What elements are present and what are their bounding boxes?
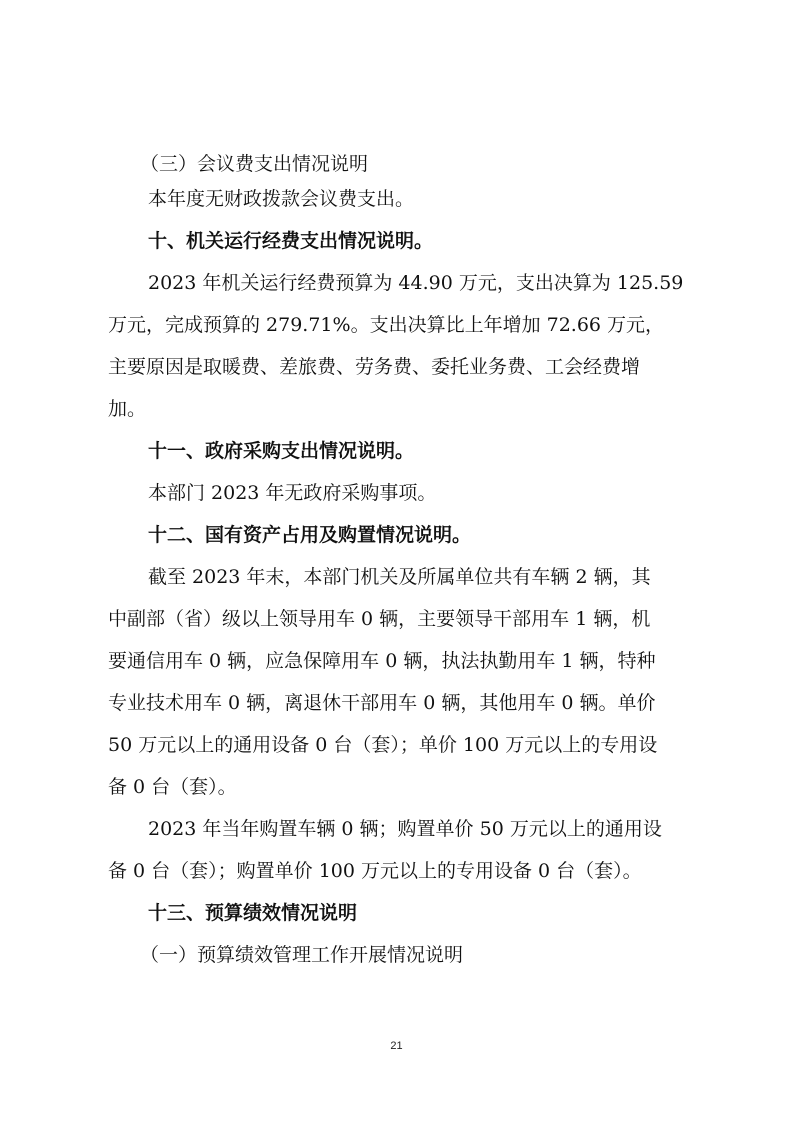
section-12-para1-line-1: 截至 2023 年末，本部门机关及所属单位共有车辆 2 辆，其 [148,566,651,588]
section-12-para1-line-2: 中副部（省）级以上领导用车 0 辆，主要领导干部用车 1 辆，机 [108,608,651,630]
section-11-text: 本部门 2023 年无政府采购事项。 [148,482,437,504]
meeting-expense-heading: （三）会议费支出情况说明 [140,153,369,175]
section-10-heading: 十、机关运行经费支出情况说明。 [148,230,434,252]
section-10-line-3: 主要原因是取暖费、差旅费、劳务费、委托业务费、工会经费增 [108,356,641,378]
section-12-para1-line-3: 要通信用车 0 辆，应急保障用车 0 辆，执法执勤用车 1 辆，特种 [108,650,656,672]
section-10-line-4: 加。 [108,398,147,420]
section-12-para1-line-4: 专业技术用车 0 辆，离退休干部用车 0 辆，其他用车 0 辆。单价 [108,692,656,714]
section-11-heading: 十一、政府采购支出情况说明。 [148,440,415,462]
section-13-sub-heading: （一）预算绩效管理工作开展情况说明 [140,944,464,966]
section-10-line-2: 万元，完成预算的 279.71%。支出决算比上年增加 72.66 万元， [108,314,665,336]
section-12-para2-line-1: 2023 年当年购置车辆 0 辆；购置单价 50 万元以上的通用设 [148,818,662,840]
section-12-para2-line-2: 备 0 台（套）；购置单价 100 万元以上的专用设备 0 台（套）。 [108,860,642,882]
section-12-heading: 十二、国有资产占用及购置情况说明。 [148,524,472,546]
section-13-heading: 十三、预算绩效情况说明 [148,902,358,924]
meeting-expense-text: 本年度无财政拨款会议费支出。 [148,188,415,210]
section-10-line-1: 2023 年机关运行经费预算为 44.90 万元，支出决算为 125.59 [148,272,684,294]
section-12-para1-line-6: 备 0 台（套）。 [108,776,237,798]
page-number: 21 [390,1040,403,1052]
section-12-para1-line-5: 50 万元以上的通用设备 0 台（套）；单价 100 万元以上的专用设 [108,734,658,756]
